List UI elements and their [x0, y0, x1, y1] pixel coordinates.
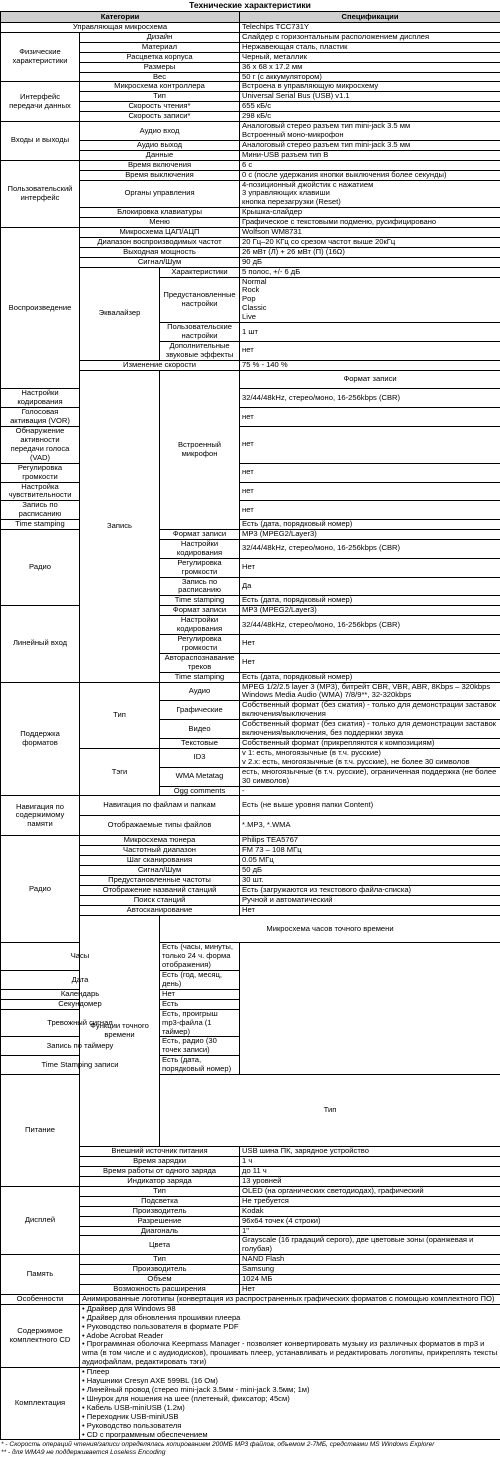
- table-row: [1, 160, 500, 170]
- row-value: Kodak: [240, 1206, 500, 1216]
- category-cd-contents: Содержимое комплектного CD: [1, 1304, 80, 1367]
- text-line: Windows Media Audio (WMA) 7/8/9**, 32-320kbps: [242, 690, 412, 700]
- row-label: Материал: [80, 42, 240, 52]
- text-line: • Линейный провод (стерео mini-jack 3.5мм - mini-jack 3.5мм; 1м): [82, 1384, 310, 1394]
- header-specs: Спецификации: [240, 12, 500, 23]
- category-memory: Память: [1, 1255, 80, 1295]
- header-categories: Категории: [1, 12, 240, 23]
- row-value: Нет: [240, 635, 500, 654]
- row-value: Мини-USB разъем тип B: [240, 150, 500, 160]
- table-row: [1, 23, 500, 33]
- row-label: Микросхема контроллера: [80, 82, 240, 92]
- table-row: [1, 1186, 500, 1196]
- category-user-interface: Пользовательский интерфейс: [1, 160, 80, 227]
- row-value: Есть (дата, порядковый номер): [160, 1056, 240, 1075]
- text-line: • Плеер: [82, 1367, 110, 1377]
- row-label: Настройки кодирования: [160, 539, 240, 558]
- row-label: Расцветка корпуса: [80, 52, 240, 62]
- row-label: Шаг сканирования: [80, 856, 240, 866]
- row-label: Вес: [80, 72, 240, 82]
- row-label: Производитель: [80, 1206, 240, 1216]
- row-label: Голосовая активация (VOR): [1, 408, 80, 427]
- table-row: [1, 530, 500, 540]
- row-value: 32/44/48kHz, стерео/моно, 16-256kbps (CBR): [240, 539, 500, 558]
- text-line: Normal: [242, 277, 267, 286]
- row-label: Сигнал/Шум: [80, 257, 240, 267]
- row-value: Черный, металлик: [240, 52, 500, 62]
- table-row: [1, 82, 500, 92]
- table-row: [1, 971, 500, 990]
- text-line: • Наушники Cresyn AXE 599BL (16 Ом): [82, 1376, 218, 1386]
- row-value: -: [240, 786, 500, 796]
- row-value: Нет: [240, 1285, 500, 1295]
- text-line: MPEG 1/2/2.5 layer 3 (MP3), битрейт CBR, VBR, ABR, 8Kbps – 320kbps: [242, 682, 491, 691]
- row-label: Скорость записи*: [80, 112, 240, 122]
- row-label: Время работы от одного заряда: [80, 1167, 240, 1177]
- row-label: Тип: [160, 1075, 500, 1147]
- row-value: [240, 682, 500, 701]
- row-label: Частотный диапазон: [80, 846, 240, 856]
- row-label: Отображение названий станций: [80, 885, 240, 895]
- table-row: [1, 32, 500, 42]
- row-value: [240, 277, 500, 323]
- row-label: Отображаемые типы файлов: [80, 816, 240, 836]
- row-value: Слайдер с горизонтальным расположением дисплея: [240, 32, 500, 42]
- row-value: нет: [240, 463, 500, 482]
- subcategory-line-in: Линейный вход: [1, 606, 80, 682]
- row-label: Регулировка громкости: [160, 558, 240, 577]
- row-label: Ogg comments: [160, 786, 240, 796]
- row-value: Анимированные логотипы (конвертация из распространенных графических форматов с помощью комплектного ПО): [80, 1294, 500, 1304]
- row-value: MP3 (MPEG2/Layer3): [240, 606, 500, 616]
- text-line: • Кабель USB-miniUSB (1.2м): [82, 1402, 185, 1412]
- row-label: Индикатор заряда: [80, 1177, 240, 1187]
- category-radio: Радио: [1, 836, 80, 943]
- text-line: • Драйвер для Windows 98: [82, 1304, 176, 1313]
- row-value: Samsung: [240, 1265, 500, 1275]
- row-value: 1 ч: [240, 1157, 500, 1167]
- row-label: Диагональ: [80, 1226, 240, 1236]
- table-row: [1, 999, 500, 1009]
- row-value: 26 мВт (Л) + 26 мВт (П) (16Ω): [240, 247, 500, 257]
- row-value: [240, 180, 500, 208]
- row-label: Подсветка: [80, 1196, 240, 1206]
- table-row: [1, 682, 500, 701]
- row-value: 5 полос, +/- 6 дБ: [240, 267, 500, 277]
- row-value: Собственный формат (без сжатия) - только для демонстрации заставок включения/выключения, без поддержки звука: [240, 720, 500, 739]
- table-row: [1, 408, 500, 427]
- row-value: *.MP3, *.WMA: [240, 816, 500, 836]
- row-label: Текстовые: [160, 738, 240, 748]
- table-row: [1, 1075, 500, 1147]
- row-value: Universal Serial Bus (USB) v1.1: [240, 92, 500, 102]
- row-value: 50 г (с аккумулятором): [240, 72, 500, 82]
- table-row: [1, 796, 500, 816]
- text-line: Rock: [242, 285, 260, 295]
- package-contents-list: [80, 1368, 500, 1440]
- text-line: кнопка перезагрузки (Reset): [242, 197, 341, 207]
- table-row: [1, 1056, 500, 1075]
- row-value: 1": [240, 1226, 500, 1236]
- row-label: Предустановленные настройки: [160, 277, 240, 323]
- row-value: 1 шт: [240, 323, 500, 342]
- category-power: Питание: [1, 1075, 80, 1187]
- row-label: Характеристики: [160, 267, 240, 277]
- row-label: Запись по таймеру: [1, 1037, 160, 1056]
- table-row: [1, 606, 500, 616]
- row-label: Возможность расширения: [80, 1285, 240, 1295]
- row-label: Сигнал/Шум: [80, 866, 240, 876]
- text-line: • Драйвер для обновления прошивки плеера: [82, 1312, 241, 1322]
- row-value: 90 дБ: [240, 257, 500, 267]
- row-label: Размеры: [80, 62, 240, 72]
- row-value: 32/44/48kHz, стерео/моно, 16-256kbps (CBR): [240, 616, 500, 635]
- row-label: Тип: [80, 1186, 240, 1196]
- row-value: Да: [240, 577, 500, 596]
- row-label: Скорость чтения*: [80, 102, 240, 112]
- row-label: Изменение скорости: [80, 360, 240, 370]
- row-value: 30 шт.: [240, 876, 500, 886]
- row-label: Формат записи: [240, 370, 500, 389]
- text-line: • Переходник USB-miniUSB: [82, 1411, 179, 1421]
- row-label: Регулировка громкости: [160, 635, 240, 654]
- row-label: Выходная мощность: [80, 247, 240, 257]
- footnote-speed: * - Скорость операций чтения/записи определялась копированием 200МБ MP3 файлов, объемом 2-7МБ, средствами MS Windows Explorer: [1, 1441, 435, 1449]
- table-header-row: [1, 12, 500, 23]
- row-label: Аудио выход: [80, 140, 240, 150]
- row-value: 96x64 точек (4 строки): [240, 1216, 500, 1226]
- row-label: Аудио вход: [80, 122, 240, 141]
- row-value: Wolfson WM8731: [240, 228, 500, 238]
- cd-contents-list: [80, 1304, 500, 1367]
- row-value: Есть, радио (30 точек записи): [160, 1037, 240, 1056]
- row-label: ID3: [160, 748, 240, 767]
- row-label: Микросхема тюнера: [80, 836, 240, 846]
- row-value: 298 кБ/с: [240, 112, 500, 122]
- subcategory-tags: Тэги: [80, 748, 160, 796]
- row-label: Календарь: [1, 989, 160, 999]
- row-value: Не требуется: [240, 1196, 500, 1206]
- row-value: USB шина ПК, зарядное устройство: [240, 1147, 500, 1157]
- row-value: Есть (дата, порядковый номер): [240, 672, 500, 682]
- row-value: Аналоговый стерео разъем тип mini-jack 3.5 мм: [240, 140, 500, 150]
- row-label: Меню: [80, 218, 240, 228]
- table-row: [1, 943, 500, 971]
- row-value: Есть (не выше уровня папки Content): [240, 796, 500, 816]
- row-label: Формат записи: [160, 606, 240, 616]
- text-line: • Программная оболочка Keepmass Manager - позволяет конвертировать музыку из различных форматов в mp3 и wma (в том числе и с аудиодисков), прошивать плеер, устанавливать и редактировать логотипы, прикреплять тексты аудиофайлам, редактировать тэги): [82, 1339, 498, 1367]
- table-row: [1, 463, 500, 482]
- row-label: Обнаружение активности передачи голоса (VAD): [1, 427, 80, 464]
- row-value: Собственный формат (прикрепляются к композициям): [240, 738, 500, 748]
- row-value: нет: [240, 408, 500, 427]
- row-label: Дата: [1, 971, 160, 990]
- row-label: Цвета: [80, 1236, 240, 1255]
- row-label: Тревожный сигнал: [1, 1009, 160, 1037]
- table-row: [1, 1304, 500, 1367]
- row-value: 655 кБ/с: [240, 102, 500, 112]
- text-line: • Шнурок для ношения на шее (плетеный, фиксатор; 45см): [82, 1393, 290, 1403]
- row-label: Time stamping: [160, 596, 240, 606]
- category-physical: Физические характеристики: [1, 32, 80, 82]
- row-label: Запись по расписанию: [1, 501, 80, 520]
- row-label: Пользовательские настройки: [160, 323, 240, 342]
- row-label: Блокировка клавиатуры: [80, 208, 240, 218]
- row-value: есть, многоязычные (в т.ч. русские), ограниченная поддержка (не более 30 символов): [240, 767, 500, 786]
- text-line: Pop: [242, 294, 256, 304]
- row-value: Есть (часы, минуты, только 24 ч. форма отображения): [160, 943, 240, 971]
- row-value: Нет: [240, 905, 500, 915]
- row-value: Графическое с текстовыми подменю, русифицировано: [240, 218, 500, 228]
- row-label: Регулировка громкости: [1, 463, 80, 482]
- row-label: Time stamping: [1, 520, 80, 530]
- row-value: 50 дБ: [240, 866, 500, 876]
- footnotes: [0, 1440, 500, 1457]
- table-row: [1, 520, 500, 530]
- row-label: Видео: [160, 720, 240, 739]
- table-row: [1, 989, 500, 999]
- row-value: Есть: [160, 999, 240, 1009]
- row-label: Разрешение: [80, 1216, 240, 1226]
- category-time: Функции точного времени: [80, 915, 160, 1147]
- row-label: Графические: [160, 701, 240, 720]
- text-line: 3 управляющих клавиши: [242, 188, 330, 198]
- row-value: Крышка-слайдер: [240, 208, 500, 218]
- table-row: [1, 501, 500, 520]
- text-line: v 1: есть, многоязычные (в т.ч. русские): [242, 748, 381, 757]
- row-value: Есть (загружаются из текстового файла-списка): [240, 885, 500, 895]
- table-row: [1, 1294, 500, 1304]
- subcategory-radio-rec: Радио: [1, 530, 80, 606]
- row-value: 36 x 68 x 17.2 мм: [240, 62, 500, 72]
- table-row: [1, 836, 500, 846]
- row-label: Предустановленные частоты: [80, 876, 240, 886]
- row-value: FM 73 – 108 МГц: [240, 846, 500, 856]
- row-value: 0.05 МГц: [240, 856, 500, 866]
- category-playback: Воспроизведение: [1, 228, 80, 389]
- row-value: Ручной и автоматический: [240, 895, 500, 905]
- row-label: Микросхема часов точного времени: [160, 915, 500, 943]
- row-value: 32/44/48kHz, стерео/моно, 16-256kbps (CBR): [240, 389, 500, 408]
- table-row: [1, 1009, 500, 1037]
- text-line: • CD с программным обеспечением: [82, 1429, 208, 1439]
- row-label: Время выключения: [80, 170, 240, 180]
- category-recording: Запись: [80, 370, 160, 682]
- row-value: Есть (дата, порядковый номер): [240, 596, 500, 606]
- text-line: • Руководство пользователя: [82, 1420, 182, 1430]
- row-label: Запись по расписанию: [160, 577, 240, 596]
- spec-table: [0, 11, 500, 1440]
- row-value: 0 с (после удержания кнопки выключения более секунды): [240, 170, 500, 180]
- table-row: [1, 1037, 500, 1056]
- subcategory-type: Тип: [80, 682, 160, 748]
- row-label: Поиск станций: [80, 895, 240, 905]
- row-label: Time stamping: [160, 672, 240, 682]
- category-navigation: Навигация по содержимому памяти: [1, 796, 80, 836]
- row-value: NAND Flash: [240, 1255, 500, 1265]
- category-package: Комплектация: [1, 1368, 80, 1440]
- subcategory-equalizer: Эквалайзер: [80, 267, 160, 360]
- row-value: Встроена в управляющую микросхему: [240, 82, 500, 92]
- category-features: Особенности: [1, 1294, 80, 1304]
- row-label: Аудио: [160, 682, 240, 701]
- table-row: [1, 427, 500, 464]
- row-label: Навигация по файлам и папкам: [80, 796, 240, 816]
- row-value: 20 Гц–20 КГц со срезом частот выше 20кГц: [240, 237, 500, 247]
- text-line: Встроенный моно-микрофон: [242, 129, 344, 139]
- row-label: WMA Metatag: [160, 767, 240, 786]
- row-value: Telechips TCC731Y: [240, 23, 500, 33]
- category-data-interface: Интерфейс передачи данных: [1, 82, 80, 122]
- row-value: Нет: [240, 558, 500, 577]
- row-label: Тип: [80, 92, 240, 102]
- row-value: нет: [240, 341, 500, 360]
- row-label: Внешний источник питания: [80, 1147, 240, 1157]
- row-label: Диапазон воспроизводимых частот: [80, 237, 240, 247]
- row-value: Есть (дата, порядковый номер): [240, 520, 500, 530]
- row-value: Нет: [240, 653, 500, 672]
- row-label: Настройки кодирования: [160, 616, 240, 635]
- row-value: Philips TEA5767: [240, 836, 500, 846]
- footnote-wma9: ** - для WMA9 не поддерживается Loseless Encoding: [1, 1449, 166, 1456]
- row-label: Настройки кодирования: [1, 389, 80, 408]
- row-value: Есть, проигрыш mp3-файла (1 таймер): [160, 1009, 240, 1037]
- page-title: Технические характеристики: [189, 0, 311, 10]
- row-label: Автосканирование: [80, 905, 240, 915]
- row-value: до 11 ч: [240, 1167, 500, 1177]
- row-value: OLED (на органических светодиодах), графический: [240, 1186, 500, 1196]
- row-value: [240, 748, 500, 767]
- table-row: [1, 1255, 500, 1265]
- row-label: Объем: [80, 1275, 240, 1285]
- row-value: 1024 МБ: [240, 1275, 500, 1285]
- category-display: Дисплей: [1, 1186, 80, 1254]
- row-value: Собственный формат (без сжатия) - только для демонстрации заставок включения/выключения: [240, 701, 500, 720]
- row-label: Данные: [80, 150, 240, 160]
- row-label: Микросхема ЦАП/АЦП: [80, 228, 240, 238]
- row-label: Тип: [80, 1255, 240, 1265]
- category-formats: Поддержка форматов: [1, 682, 80, 796]
- row-value: нет: [240, 501, 500, 520]
- row-label: Time Stamping записи: [1, 1056, 160, 1075]
- text-line: • Adobe Acrobat Reader: [82, 1330, 164, 1340]
- table-row: [1, 228, 500, 238]
- row-value: [240, 122, 500, 141]
- text-line: v 2.x: есть, многоязычные (в т.ч. русские), не более 30 символов: [242, 756, 470, 766]
- row-label: Формат записи: [160, 530, 240, 540]
- text-line: Аналоговый стерео разъем тип mini-jack 3.5 мм: [242, 121, 411, 131]
- row-label: Настройка чувствительности: [1, 482, 80, 501]
- table-row: [1, 1368, 500, 1440]
- row-value: Grayscale (16 градаций серого), две цветовые зоны (оранжевая и голубая): [240, 1236, 500, 1255]
- row-label: Дополнительные звуковые эффекты: [160, 341, 240, 360]
- row-value: 75 % - 140 %: [240, 360, 500, 370]
- row-label: Управляющая микросхема: [1, 23, 240, 33]
- subcategory-mic: Встроенный микрофон: [160, 370, 240, 529]
- row-value: 6 с: [240, 160, 500, 170]
- row-label: Дизайн: [80, 32, 240, 42]
- row-value: Есть (год, месяц, день): [160, 971, 240, 990]
- category-io: Входы и выходы: [1, 122, 80, 161]
- row-label: Время зарядки: [80, 1157, 240, 1167]
- row-label: Органы управления: [80, 180, 240, 208]
- row-label: Время включения: [80, 160, 240, 170]
- row-value: нет: [240, 482, 500, 501]
- text-line: Classic: [242, 303, 267, 313]
- row-value: 13 уровней: [240, 1177, 500, 1187]
- table-row: [1, 389, 500, 408]
- row-label: Производитель: [80, 1265, 240, 1275]
- table-row: [1, 482, 500, 501]
- row-label: Секундомер: [1, 999, 160, 1009]
- row-value: Нет: [160, 989, 240, 999]
- table-row: [1, 122, 500, 141]
- text-line: Live: [242, 312, 256, 322]
- row-value: нет: [240, 427, 500, 464]
- row-value: MP3 (MPEG2/Layer3): [240, 530, 500, 540]
- text-line: • Руководство пользователя в формате PDF: [82, 1321, 239, 1331]
- text-line: 4-позиционный джойстик с нажатием: [242, 180, 374, 189]
- row-label: Автораспознавание треков: [160, 653, 240, 672]
- row-label: Часы: [1, 943, 160, 971]
- row-value: Нержавеющая сталь, пластик: [240, 42, 500, 52]
